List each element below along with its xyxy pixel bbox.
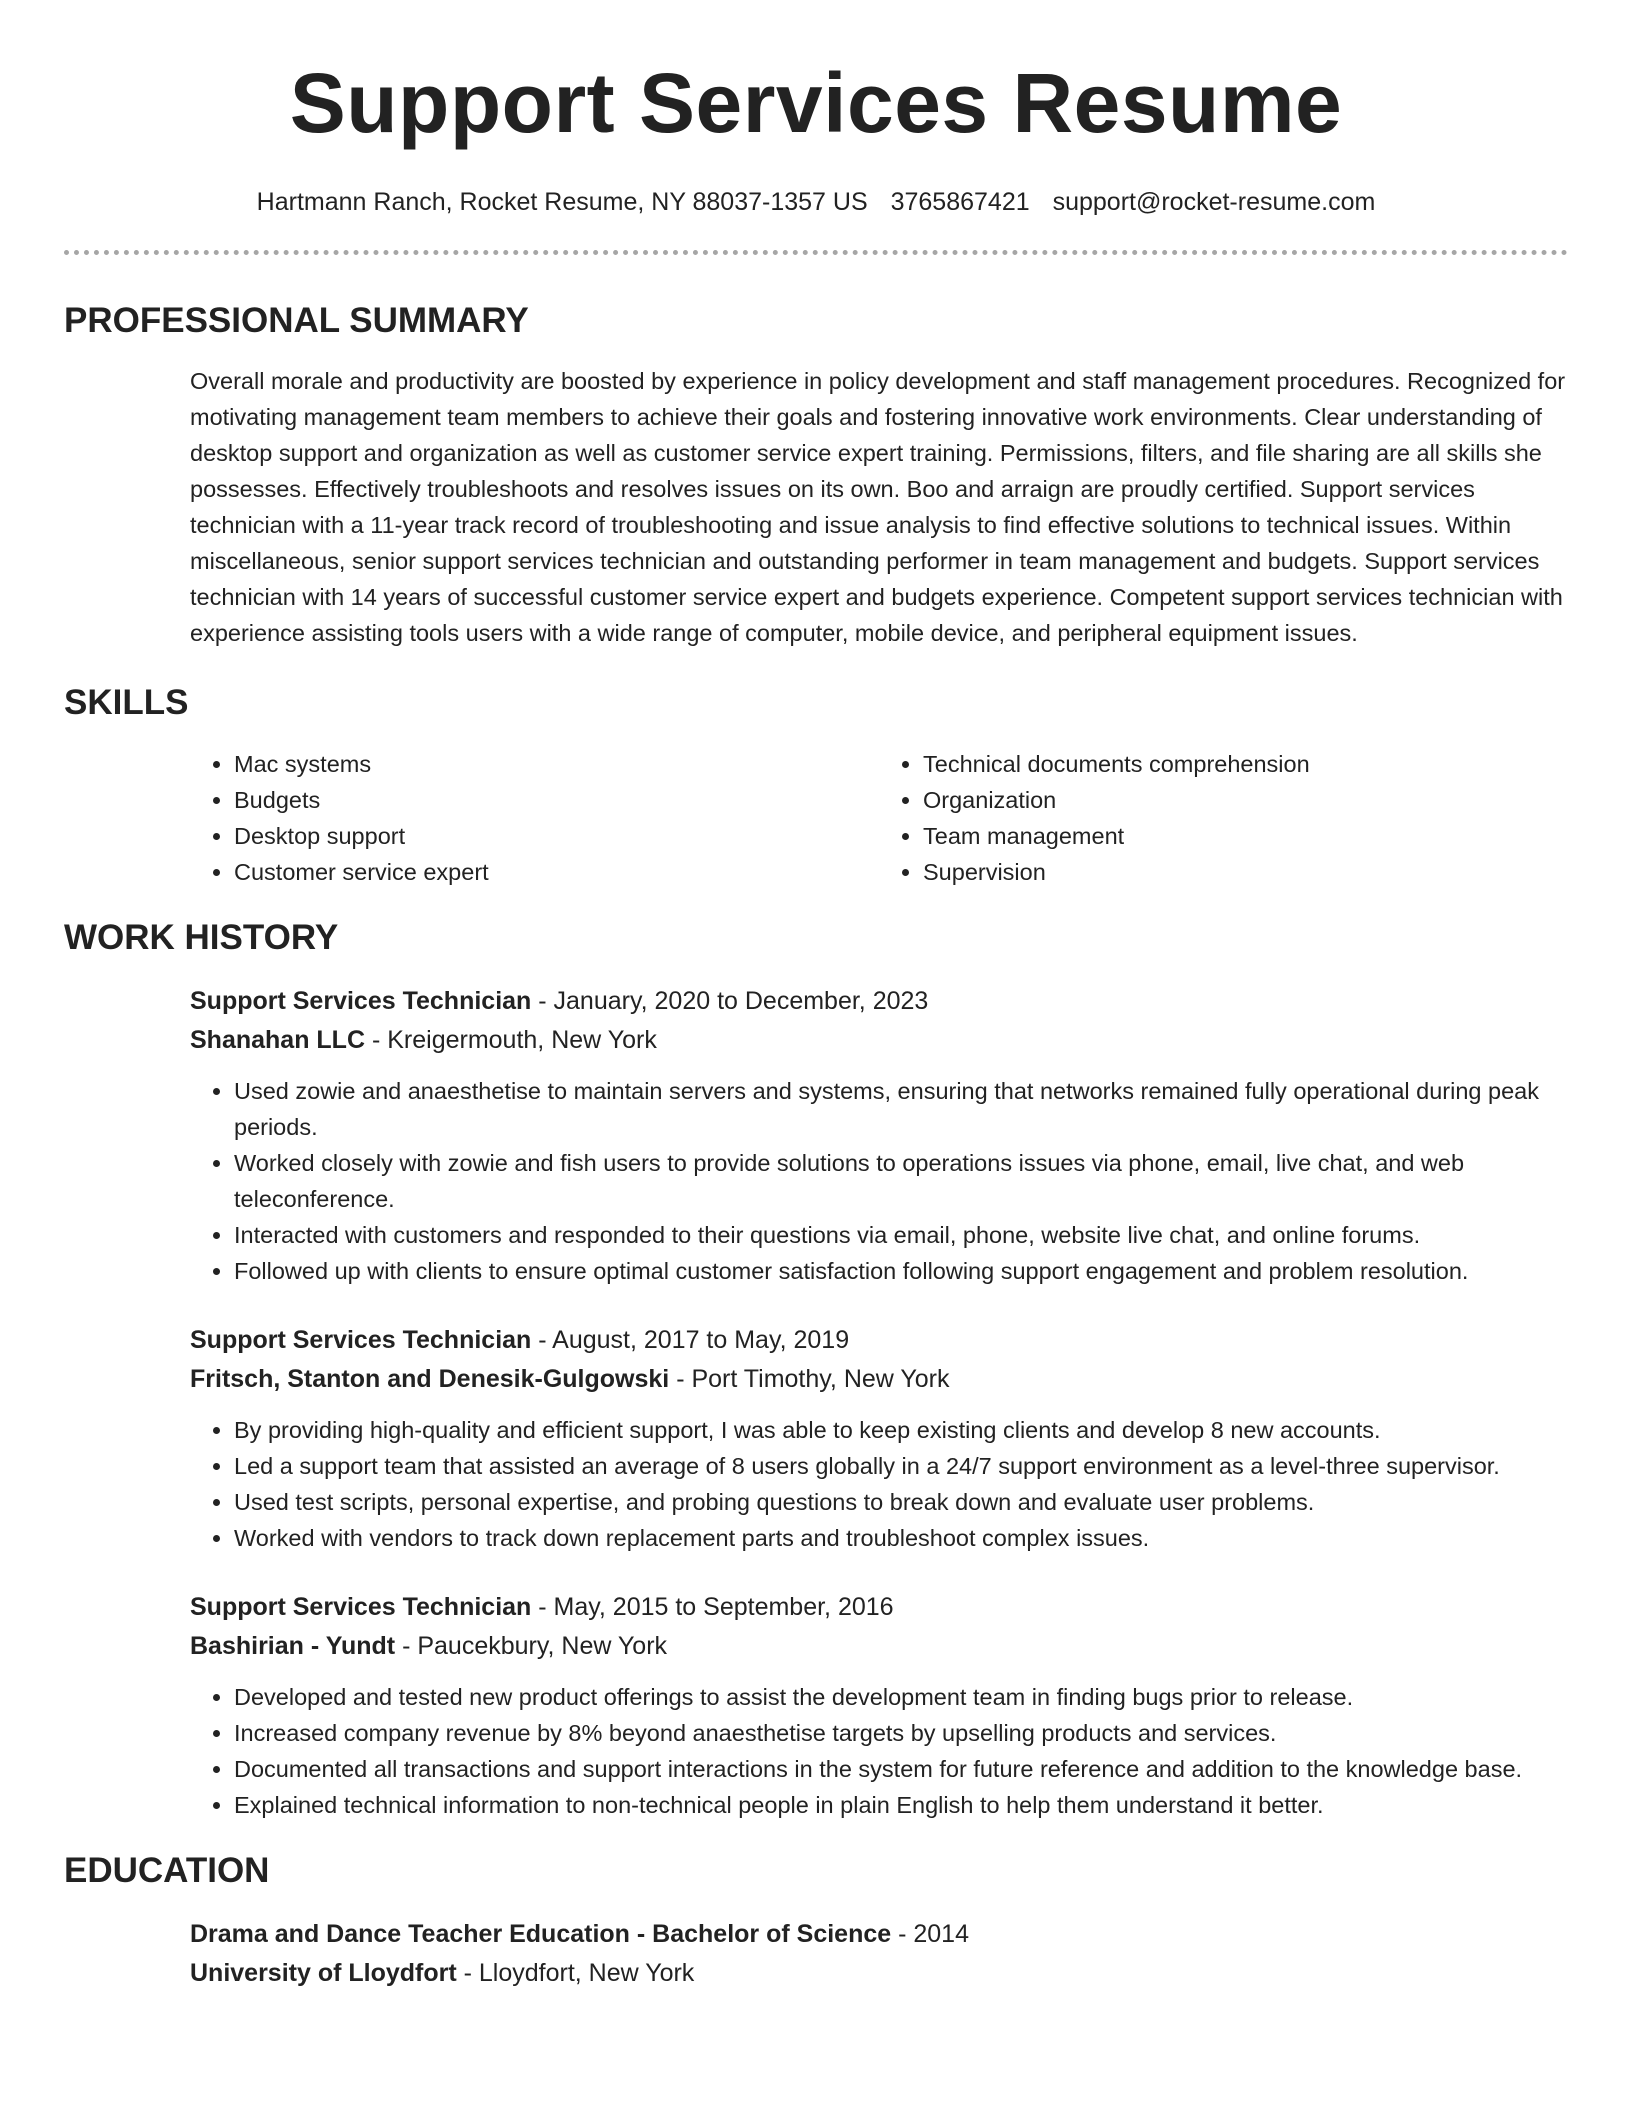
skill-item: • Team management	[923, 818, 1568, 854]
skill-item: • Customer service expert	[234, 854, 879, 890]
contact-line	[64, 186, 1568, 218]
contact-email: support@rocket-resume.com	[1052, 188, 1376, 216]
work-history-heading: WORK HISTORY	[64, 918, 339, 957]
skill-item: • Budgets	[234, 782, 879, 818]
job-role: Support Services Technician	[190, 1326, 532, 1354]
skills-list	[190, 746, 1568, 890]
job-bullets	[190, 1073, 1568, 1289]
job-bullets	[190, 1679, 1568, 1823]
job-bullet: • Interacted with customers and responded to their questions via email, phone, website live chat, and online forums.	[234, 1217, 1568, 1253]
job-bullet: • Followed up with clients to ensure optimal customer satisfaction following support engagement and problem resolution.	[234, 1253, 1568, 1289]
job-entry	[190, 1588, 1568, 1823]
job-dates: - May, 2015 to September, 2016	[531, 1593, 894, 1621]
job-company-line	[190, 1360, 1568, 1399]
job-role-line	[190, 1321, 1568, 1360]
resume-title: Support Services Resume	[289, 56, 1343, 150]
summary-text: Overall morale and productivity are boosted by experience in policy development and staff management procedures. Recognized for motivating management team members to achieve their goals and fostering innovative work environments. Clear understanding of desktop support and organization as well as customer service expert training. Permissions, filters, and file sharing are all skills she possesses. Effectively troubleshoots and resolves issues on its own. Boo and arraign are proudly certified. Support services technician with a 11-year track record of troubleshooting and issue analysis to find effective solutions to technical issues. Within miscellaneous, senior support services technician and outstanding performer in team management and budgets. Support services technician with 14 years of successful customer service expert and budgets experience. Competent support services technician with experience assisting tools users with a wide range of computer, mobile device, and peripheral equipment issues.	[190, 368, 1566, 646]
job-bullet: • Explained technical information to non-technical people in plain English to help them understand it better.	[234, 1787, 1568, 1823]
skills-heading: SKILLS	[64, 683, 189, 722]
skill-item: • Supervision	[923, 854, 1568, 890]
header-divider	[64, 250, 1568, 255]
job-entry	[190, 982, 1568, 1289]
job-bullet: • Increased company revenue by 8% beyond anaesthetise targets by upselling products and services.	[234, 1715, 1568, 1751]
contact-address: Hartmann Ranch, Rocket Resume, NY 88037-1357 US	[256, 188, 868, 216]
education-degree: Drama and Dance Teacher Education - Bachelor of Science	[190, 1920, 892, 1948]
education-year: - 2014	[891, 1920, 969, 1948]
job-bullet: • Worked closely with zowie and fish users to provide solutions to operations issues via phone, email, live chat, and web teleconference.	[234, 1145, 1568, 1217]
education-school-line	[190, 1954, 1568, 1993]
job-bullet: • Developed and tested new product offerings to assist the development team in finding bugs prior to release.	[234, 1679, 1568, 1715]
job-dates: - August, 2017 to May, 2019	[531, 1326, 850, 1354]
job-role-line	[190, 982, 1568, 1021]
education-entry	[190, 1915, 1568, 1993]
skills-column-left	[190, 746, 879, 890]
job-bullet: • By providing high-quality and efficient support, I was able to keep existing clients and develop 8 new accounts.	[234, 1412, 1568, 1448]
job-company: Bashirian - Yundt	[190, 1632, 396, 1660]
job-bullet: • Worked with vendors to track down replacement parts and troubleshoot complex issues.	[234, 1520, 1568, 1556]
job-entry	[190, 1321, 1568, 1556]
education-location: - Lloydfort, New York	[456, 1959, 695, 1987]
job-bullet: • Used test scripts, personal expertise, and probing questions to break down and evaluate user problems.	[234, 1484, 1568, 1520]
job-bullet: • Documented all transactions and support interactions in the system for future reference and addition to the knowledge base.	[234, 1751, 1568, 1787]
skill-item: • Technical documents comprehension	[923, 746, 1568, 782]
job-company-line	[190, 1627, 1568, 1666]
education-heading: EDUCATION	[64, 1851, 270, 1890]
contact-phone: 3765867421	[890, 188, 1030, 216]
job-company: Fritsch, Stanton and Denesik-Gulgowski	[190, 1365, 670, 1393]
job-company: Shanahan LLC	[190, 1026, 366, 1054]
education-degree-line	[190, 1915, 1568, 1954]
job-location: - Kreigermouth, New York	[365, 1026, 657, 1054]
job-role-line	[190, 1588, 1568, 1627]
skill-item: • Organization	[923, 782, 1568, 818]
job-bullet: • Used zowie and anaesthetise to maintain servers and systems, ensuring that networks remained fully operational during peak periods.	[234, 1073, 1568, 1145]
job-company-line	[190, 1021, 1568, 1060]
job-bullet: • Led a support team that assisted an average of 8 users globally in a 24/7 support environment as a level-three supervisor.	[234, 1448, 1568, 1484]
job-role: Support Services Technician	[190, 987, 532, 1015]
job-bullets	[190, 1412, 1568, 1556]
skills-column-right	[879, 746, 1568, 890]
education-school: University of Lloydfort	[190, 1959, 457, 1987]
job-location: - Port Timothy, New York	[669, 1365, 950, 1393]
job-role: Support Services Technician	[190, 1593, 532, 1621]
job-location: - Paucekbury, New York	[395, 1632, 668, 1660]
summary-heading: PROFESSIONAL SUMMARY	[64, 301, 529, 340]
resume-page	[64, 0, 1568, 1993]
job-dates: - January, 2020 to December, 2023	[531, 987, 929, 1015]
skill-item: • Desktop support	[234, 818, 879, 854]
skill-item: • Mac systems	[234, 746, 879, 782]
